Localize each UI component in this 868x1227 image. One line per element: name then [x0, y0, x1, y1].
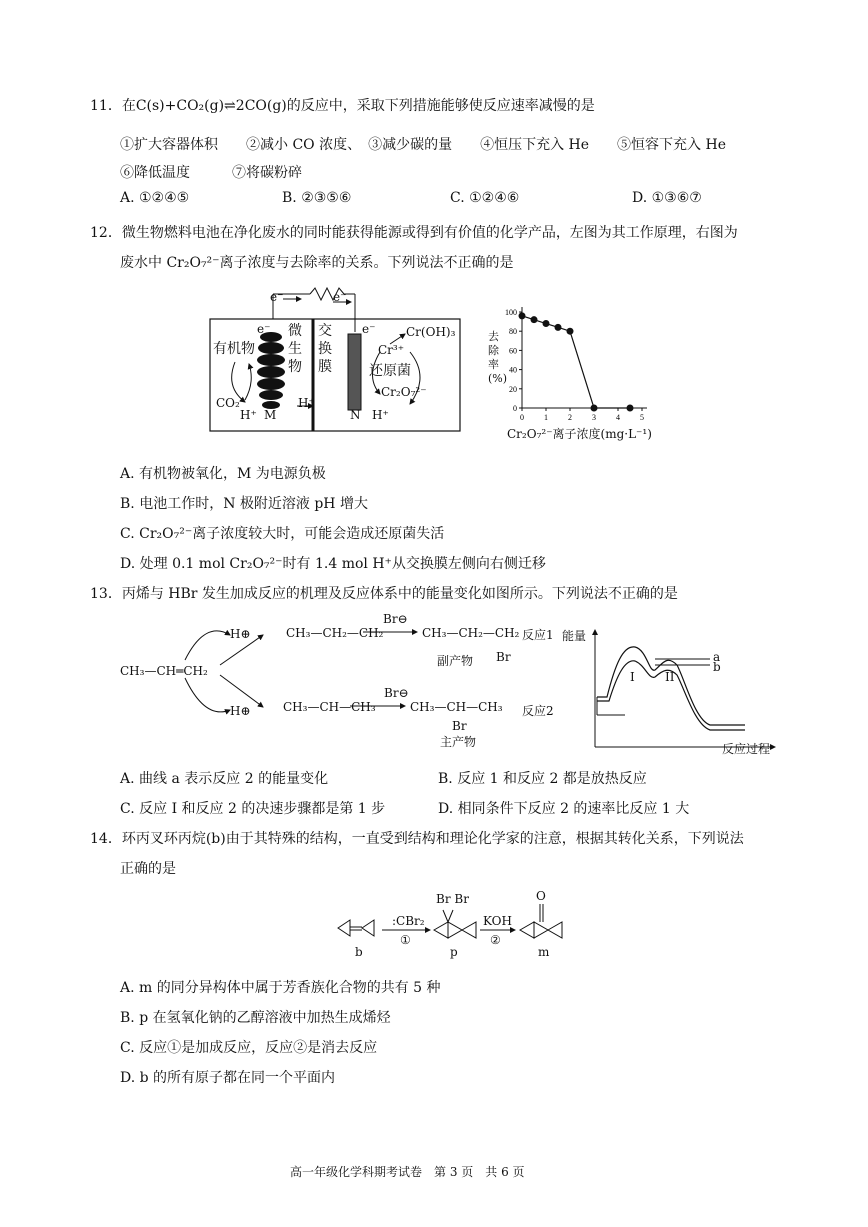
label-m: m — [538, 945, 550, 959]
q14-option-c: C. 反应①是加成反应，反应②是消去反应 — [120, 1040, 378, 1056]
x-tick-label: 3 — [592, 413, 596, 422]
molecule-m — [520, 904, 562, 938]
y-tick-label: 0 — [513, 404, 517, 413]
data-point — [531, 316, 538, 323]
electrode-n — [348, 334, 361, 410]
q12-option-b: B. 电池工作时，N 极附近溶液 pH 增大 — [120, 496, 368, 512]
energy-diagram — [585, 625, 780, 755]
byproduct: 副产物 — [437, 654, 474, 668]
q11-option-a: A. ①②④⑤ — [120, 190, 190, 206]
data-point — [567, 328, 574, 335]
q14-stem-2: 正确的是 — [120, 861, 176, 877]
step-1: ① — [400, 933, 411, 947]
q13-stem: 13．丙烯与 HBr 发生加成反应的机理及反应体系中的能量变化如图所示。下列说法不正确的是 — [90, 586, 678, 602]
data-point — [627, 405, 634, 412]
q12-stem-2: 废水中 Cr₂O₇²⁻离子浓度与去除率的关系。下列说法不正确的是 — [120, 255, 514, 271]
progress-axis-label: 反应过程 — [722, 742, 771, 756]
step-i-label: I — [630, 670, 635, 684]
label-croh3: Cr(OH)₃ — [406, 325, 456, 339]
molecule-p — [434, 910, 476, 938]
q13-option-a: A. 曲线 a 表示反应 2 的能量变化 — [120, 771, 329, 787]
product-2-br: Br — [452, 719, 467, 733]
br-1: Br⊖ — [383, 612, 408, 626]
br-br-label: Br Br — [436, 892, 469, 906]
q14-option-b: B. p 在氢氧化钠的乙醇溶液中加热生成烯烃 — [120, 1010, 391, 1026]
q11-option-d: D. ①③⑥⑦ — [632, 190, 702, 206]
molecule-b — [338, 920, 374, 936]
label-cr3: Cr³⁺ — [378, 343, 405, 357]
label-p: p — [450, 945, 458, 959]
chart-xlabel: Cr₂O₇²⁻离子浓度(mg·L⁻¹) — [507, 427, 652, 441]
label-b: b — [355, 945, 363, 959]
label-cr2o7: Cr₂O₇²⁻ — [381, 385, 427, 399]
reagent-cbr2: :CBr₂ — [392, 914, 425, 928]
q13-option-c: C. 反应 I 和反应 2 的决速步骤都是第 1 步 — [120, 801, 386, 817]
x-tick-label: 5 — [640, 413, 644, 422]
y-tick-label: 80 — [509, 327, 517, 337]
y-tick-label: 40 — [509, 365, 517, 375]
q11-option-b: B. ②③⑤⑥ — [282, 190, 352, 206]
y-tick-label: 100 — [505, 308, 517, 317]
data-point — [519, 312, 526, 319]
label-reducer: 还原菌 — [369, 363, 411, 379]
data-point — [555, 324, 562, 331]
oxygen-label: O — [536, 889, 546, 903]
data-point — [543, 320, 550, 327]
y-tick-label: 60 — [509, 346, 517, 356]
label-organic: 有机物 — [213, 341, 255, 357]
q12-option-c: C. Cr₂O₇²⁻离子浓度较大时，可能会造成还原菌失活 — [120, 526, 445, 542]
q14-option-a: A. m 的同分异构体中属于芳香族化合物的共有 5 种 — [120, 980, 441, 996]
q11-measures-2: ⑥降低温度 ⑦将碳粉碎 — [120, 165, 302, 181]
rxn1-label: 反应1 — [522, 628, 554, 642]
propene: CH₃—CH═CH₂ — [120, 664, 208, 678]
e-label-4: e⁻ — [362, 322, 376, 336]
label-hplus-3: H⁺ — [372, 408, 389, 422]
step-ii-label: II — [665, 670, 675, 684]
q12-stem-1: 12．微生物燃料电池在净化废水的同时能获得能源或得到有价值的化学产品，左图为其工作原理，右图为 — [90, 225, 738, 241]
mainproduct: 主产物 — [440, 735, 477, 749]
electrode-m — [257, 332, 285, 409]
y-tick-label: 20 — [509, 384, 517, 394]
intermediate-1: CH₃—CH₂—CH₂ — [286, 626, 384, 640]
series-line — [522, 316, 630, 408]
step-2: ② — [490, 933, 501, 947]
q12-option-d: D. 处理 0.1 mol Cr₂O₇²⁻时有 1.4 mol H⁺从交换膜左侧向右侧迁移 — [120, 556, 546, 572]
x-tick-label: 0 — [520, 413, 524, 422]
br-2: Br⊖ — [384, 686, 409, 700]
label-hplus-2: H⁺ — [298, 396, 315, 410]
q11-measures-1: ①扩大容器体积 ②减小 CO 浓度、 ③减少碳的量 ④恒压下充入 He ⑤恒容下充入 He — [120, 137, 726, 153]
label-membrane: 交换膜 — [318, 323, 332, 375]
removal-rate-chart — [482, 300, 662, 445]
label-hplus-1: H⁺ — [240, 408, 257, 422]
q11-option-c: C. ①②④⑥ — [450, 190, 520, 206]
q14-stem-1: 14．环丙叉环丙烷(b)由于其特殊的结构，一直受到结构和理论化学家的注意，根据其转化关系，下列说法 — [90, 831, 744, 847]
page-footer: 高一年级化学科期考试卷 第 3 页 共 6 页 — [290, 1165, 525, 1179]
intermediate-2: CH₃—CH—CH₃ — [283, 700, 376, 714]
e-label-3: e⁻ — [257, 322, 271, 336]
q12-option-a: A. 有机物被氧化，M 为电源负极 — [120, 466, 326, 482]
x-tick-label: 1 — [544, 413, 548, 422]
e-label-2: e⁻ — [333, 290, 347, 304]
q11-stem: 11．在C(s)+CO₂(g)⇌2CO(g)的反应中，采取下列措施能够使反应速率减慢的是 — [90, 98, 595, 114]
x-tick-label: 2 — [568, 413, 572, 422]
reagent-koh: KOH — [483, 914, 512, 928]
hplus-2: H⊕ — [230, 704, 251, 718]
curve-b-label: b — [713, 660, 721, 674]
e-label-1: e⁻ — [270, 290, 284, 304]
hplus-1: H⊕ — [230, 627, 251, 641]
label-co2: CO₂ — [216, 396, 240, 410]
energy-axis-label: 能量 — [562, 629, 587, 643]
q13-option-b: B. 反应 1 和反应 2 都是放热反应 — [438, 771, 647, 787]
x-tick-label: 4 — [616, 413, 620, 422]
product-1: CH₃—CH₂—CH₂ — [422, 626, 520, 640]
label-microbe: 微生物 — [288, 323, 302, 375]
q14-option-d: D. b 的所有原子都在同一个平面内 — [120, 1070, 336, 1086]
data-point — [591, 405, 598, 412]
product-1-br: Br — [496, 650, 511, 664]
product-2: CH₃—CH—CH₃ — [410, 700, 503, 714]
rxn2-label: 反应2 — [522, 704, 554, 718]
q13-option-d: D. 相同条件下反应 2 的速率比反应 1 大 — [438, 801, 690, 817]
label-m: M — [264, 408, 277, 422]
curve-a-label: a — [713, 650, 721, 664]
chart-ylabel: 去除率(%) — [488, 330, 508, 385]
label-n: N — [350, 408, 361, 422]
